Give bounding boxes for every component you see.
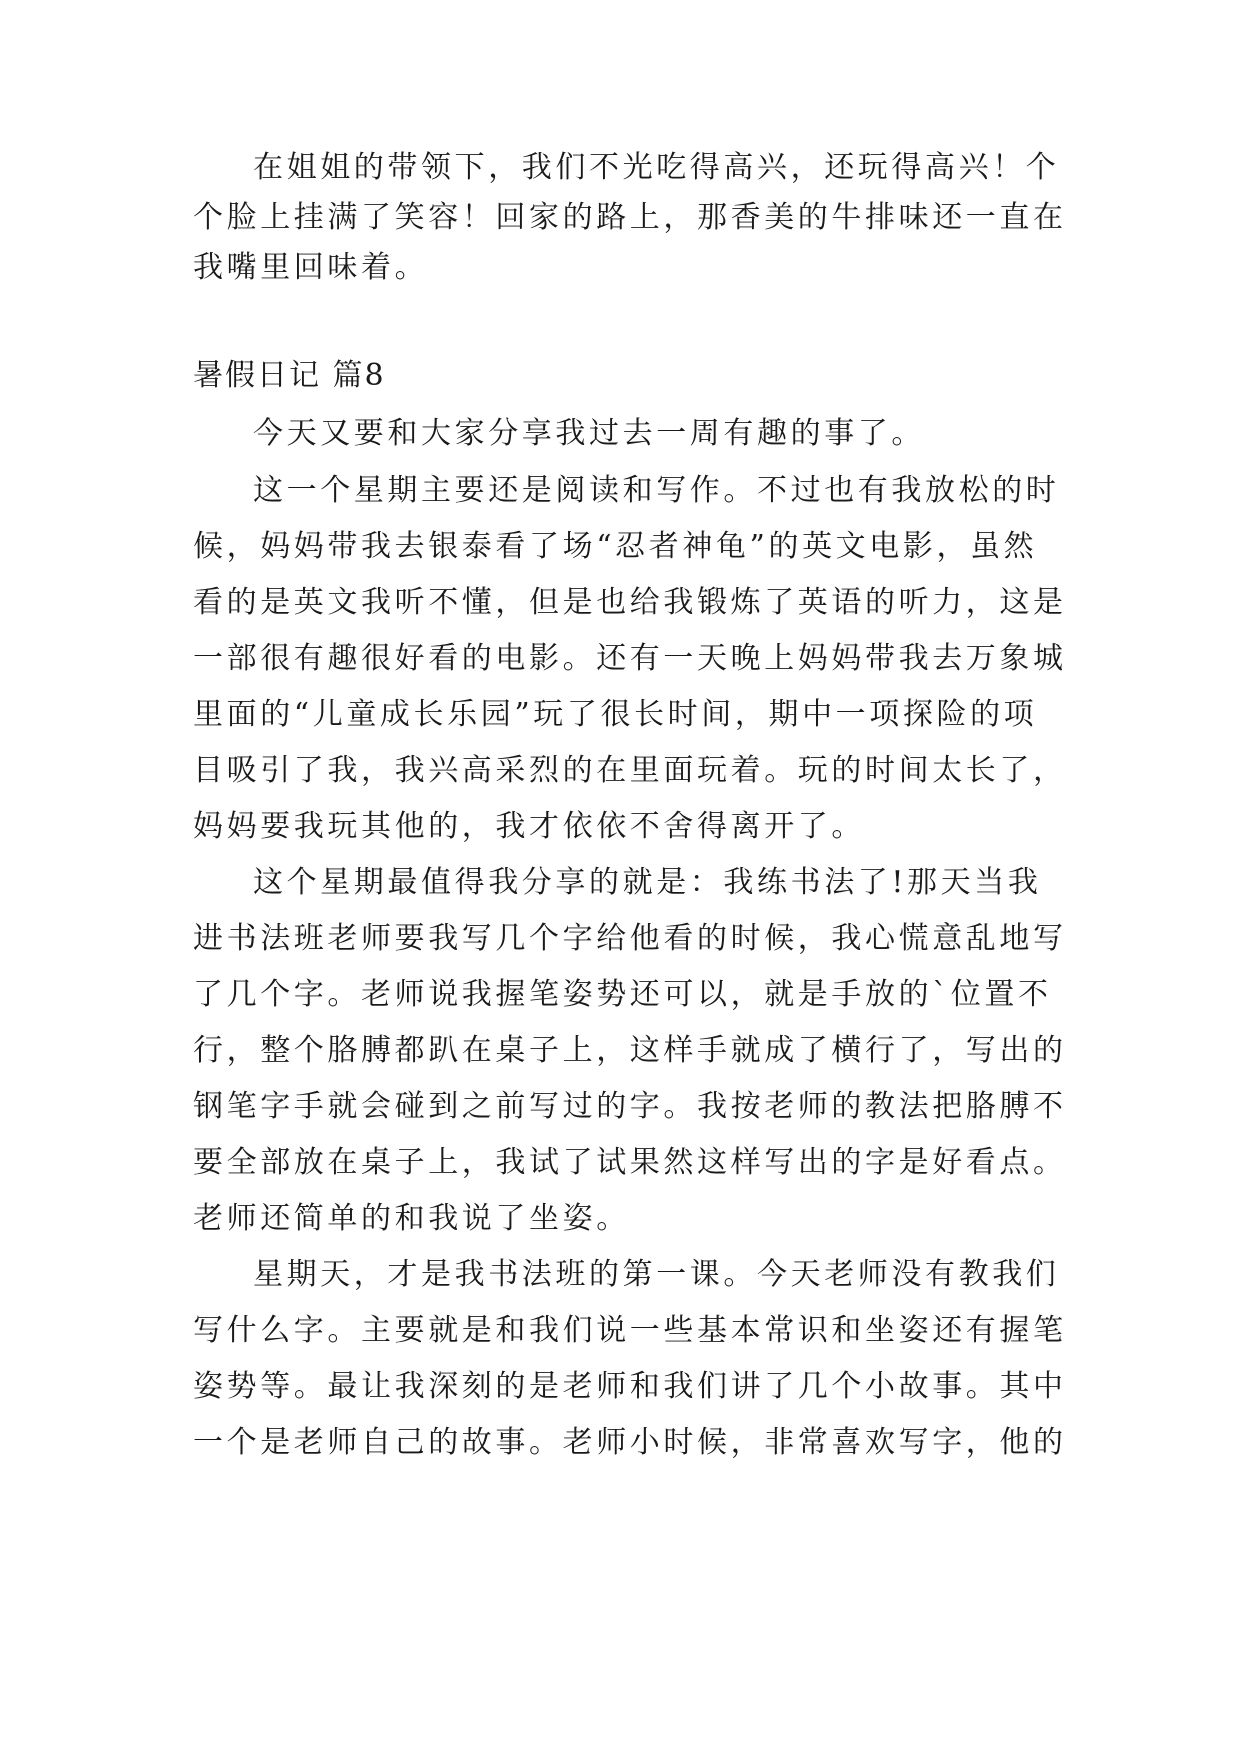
- text-line: 看的是英文我听不懂，但是也给我锻炼了英语的听力，这是: [193, 585, 1067, 620]
- text-line: 一部很有趣很好看的电影。还有一天晚上妈妈带我去万象城: [193, 641, 1067, 676]
- text-line: 姿势等。最让我深刻的是老师和我们讲了几个小故事。其中: [193, 1369, 1067, 1404]
- text-line: 星期天，才是我书法班的第一课。今天老师没有教我们: [253, 1257, 1060, 1292]
- text-line: 老师还简单的和我说了坐姿。: [193, 1201, 630, 1236]
- text-line: 我嘴里回味着。: [193, 250, 429, 285]
- text-line: 这一个星期主要还是阅读和写作。不过也有我放松的时: [253, 473, 1060, 508]
- text-line: 钢笔字手就会碰到之前写过的字。我按老师的教法把胳膊不: [193, 1089, 1067, 1124]
- text-line: 进书法班老师要我写几个字给他看的时候，我心慌意乱地写: [193, 921, 1067, 956]
- text-line: 这个星期最值得我分享的就是：我练书法了!那天当我: [253, 865, 1042, 900]
- text-line: 目吸引了我，我兴高采烈的在里面玩着。玩的时间太长了，: [193, 753, 1067, 788]
- text-line: 一个是老师自己的故事。老师小时候，非常喜欢写字，他的: [193, 1425, 1067, 1460]
- text-line: 候，妈妈带我去银泰看了场“忍者神龟”的英文电影，虽然: [193, 529, 1038, 564]
- text-line: 要全部放在桌子上，我试了试果然这样写出的字是好看点。: [193, 1145, 1067, 1180]
- text-line: 个脸上挂满了笑容！回家的路上，那香美的牛排味还一直在: [193, 200, 1067, 235]
- text-line: 了几个字。老师说我握笔姿势还可以，就是手放的`位置不: [193, 977, 1052, 1012]
- section-title: 暑假日记 篇8: [193, 358, 386, 393]
- text-line: 里面的“儿童成长乐园”玩了很长时间，期中一项探险的项: [193, 697, 1038, 732]
- text-line: 妈妈要我玩其他的，我才依依不舍得离开了。: [193, 809, 865, 844]
- text-line: 写什么字。主要就是和我们说一些基本常识和坐姿还有握笔: [193, 1313, 1067, 1348]
- text-line: 行，整个胳膊都趴在桌子上，这样手就成了横行了，写出的: [193, 1033, 1067, 1068]
- text-line: 在姐姐的带领下，我们不光吃得高兴，还玩得高兴！个: [253, 150, 1060, 185]
- text-line: 今天又要和大家分享我过去一周有趣的事了。: [253, 416, 925, 451]
